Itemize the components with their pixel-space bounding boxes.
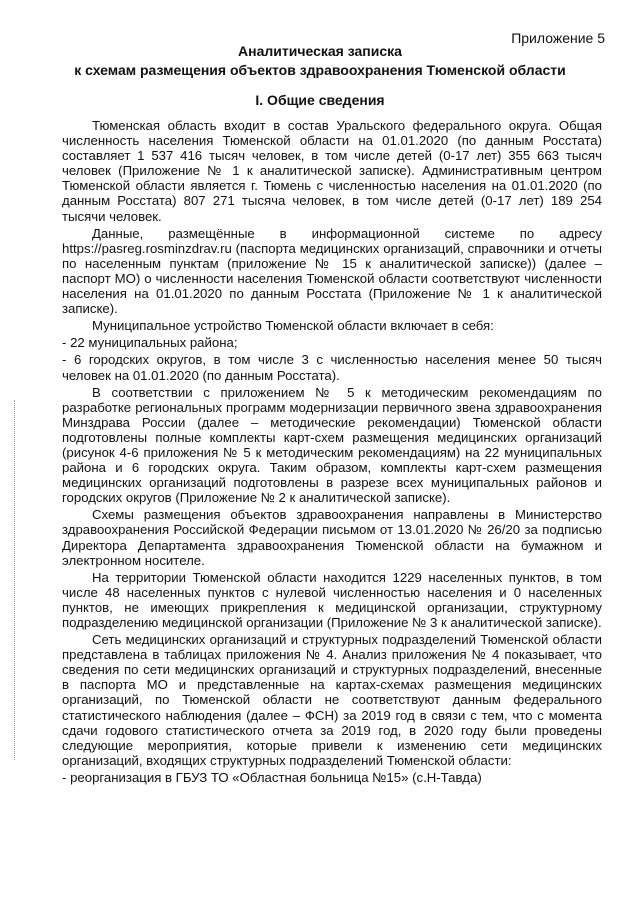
paragraph-population: Тюменская область входит в состав Уральского федерального округа. Общая численность населения Тюменской области на 01.01.2020 (по данным Росстата) составляет 1 537 416 тысяч человек, в том числе детей (0-17 лет) 355 663 тысяч человек (Приложение № 1 к аналитической записке). Административным центром Тюменской области является г. Тюмень с численностью населения на 01.01.2020 (по данным Росстата) 807 271 тысяча человек, в том числе детей (0-17 лет) 189 254 тысячи человек. (62, 118, 602, 224)
paragraph-municipal-intro: Муниципальное устройство Тюменской области включает в себя: (92, 318, 494, 334)
paragraph-pasreg: Данные, размещённые в информационной системе по адресу https://pasreg.rosminzdrav.ru (паспорта медицинских организаций, справочники и отчеты по населенным пунктам (приложение № 15 к аналитической записке)) (далее – паспорт МО) о численности населения Тюменской области соответствуют численности населения на 01.01.2020 по данным Росстата (Приложение № 1 к аналитической записке). (62, 225, 602, 317)
document-body (62, 118, 602, 787)
paragraph-methodology: В соответствии с приложением № 5 к методическим рекомендациям по разработке региональных программ модернизации первичного звена здравоохранения Минздрава России (далее – методические рекомендации) Тюменской области подготовлены полные комплекты карт-схем размещения медицинских организаций (рисунок 4-6 приложения № 5 к методическим рекомендациям) на 22 муниципальных района и 6 городских округа. Таким образом, комплекты карт-схем размещения медицинских организаций подготовлены в разрезе всех муниципальных районов и городских округов (Приложение № 2 к аналитической записке). (62, 384, 602, 506)
title-line-2: к схемам размещения объектов здравоохранения Тюменской области (74, 62, 566, 78)
list-item-city-districts: - 6 городских округов, в том числе 3 с численностью населения менее 50 тысяч человек на 01.01.2020 (по данным Росстата). (62, 352, 602, 382)
paragraph-settlements: На территории Тюменской области находится 1229 населенных пунктов, в том числе 48 населенных пунктов с нулевой численностью населения и 0 населенных пунктов, не имеющих прикрепления к медицинской организации, структурному подразделению медицинской организации (Приложение № 3 к аналитической записке). (62, 569, 602, 630)
list-item-reorganization: - реорганизация в ГБУЗ ТО «Областная больница №15» (с.Н-Тавда) (62, 770, 602, 785)
section-heading: I. Общие сведения (255, 92, 385, 108)
document-title (0, 42, 640, 80)
list-item-districts: - 22 муниципальных района; (62, 335, 602, 350)
paragraph-network: Сеть медицинских организаций и структурных подразделений Тюменской области представлена в таблицах приложения № 4. Анализ приложения № 4 показывает, что сведения по сети медицинских организаций и структурных подразделений, внесенные в паспорта МО и представленные на картах-схемах размещения медицинских организаций, по Тюменской области не соответствуют данным федерального статистического наблюдения (далее – ФСН) за 2019 год в связи с тем, что с момента сдачи годового статистического отчета за 2019 год, в 2020 году были проведены следующие мероприятия, которые привели к изменению сети медицинских организаций, входящих структурных подразделений Тюменской области: (62, 632, 602, 768)
title-line-1: Аналитическая записка (238, 43, 402, 59)
paragraph-schemes-sent: Схемы размещения объектов здравоохранения направлены в Министерство здравоохранения Российской Федерации письмом от 13.01.2020 № 26/20 за подписью Директора Департамента здравоохранения Тюменской области на бумажном и электронном носителе. (62, 507, 602, 568)
appendix-label: Приложение 5 (511, 30, 605, 46)
margin-dotted-line (14, 400, 16, 760)
